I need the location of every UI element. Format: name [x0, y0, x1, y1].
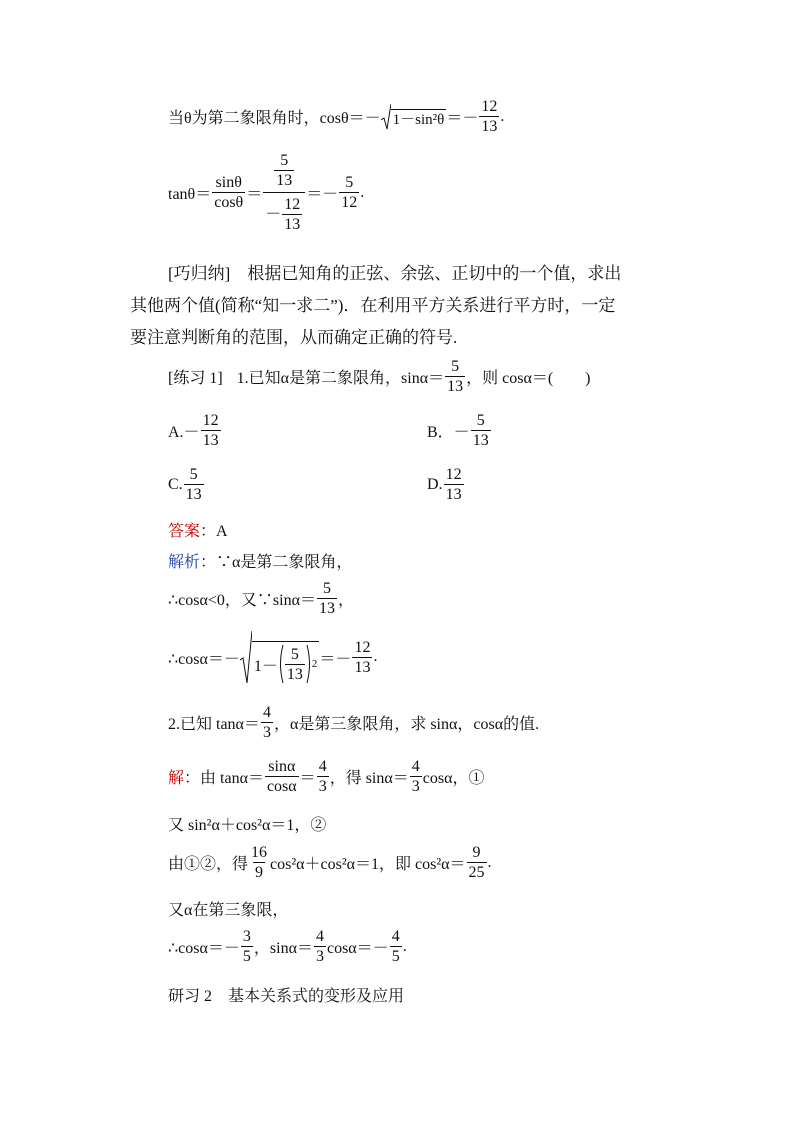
fraction: $\frac{9}{25}$ [468, 844, 485, 881]
fraction: $\frac{4}{3}$ [262, 704, 271, 741]
analysis-line-2: ∴cosα<0，又∵sinα＝ $\frac{5}{13}$ ， [168, 580, 354, 617]
fraction: $\frac{4}{3}$ [318, 758, 327, 795]
line-cos-theta: 当θ为第二象限角时，cosθ＝－ 1－sin²θ ＝－ $\frac{12}{13}$ . [168, 98, 505, 135]
solution-line-1: 解 ：由 tanα＝ $\frac{\sin\alpha}{\cos\alpha}$ ＝ $\frac{4}{3}$ ，得 sinα＝ $\frac{4}{3}$ cosα，① [168, 758, 485, 795]
fraction: $\frac{4}{3}$ [315, 928, 324, 965]
fraction: $\frac{16}{9}$ [251, 844, 268, 881]
question-1-stem: [练习 1] 1.已知α是第二象限角，sinα＝ $\frac{5}{13}$ ，则 cosα＝( ) [168, 358, 591, 395]
section-heading: 研习 2 基本关系式的变形及应用 [168, 988, 405, 1005]
analysis-line-3: ∴cosα＝－ 1－ $\frac{5}{13}$ 2 ＝－ $\frac{12}{13}$ . [168, 630, 377, 684]
radical-sign-icon [381, 104, 391, 130]
fraction: $\frac{12}{13}$ [445, 466, 462, 503]
option-a: A.－ $\frac{12}{13}$ [168, 412, 219, 449]
sqrt-expression: 1－sin²θ [381, 104, 447, 130]
fraction: $\frac{12}{13}$ [481, 98, 498, 135]
sqrt-expression: 1－ $\frac{5}{13}$ 2 [240, 630, 320, 684]
fraction: $\frac{5}{13}$ [185, 466, 202, 503]
fraction: $\frac{12}{13}$ [202, 412, 219, 449]
option-b: B．－ $\frac{5}{13}$ [427, 412, 489, 449]
solution-line-4: 又α在第三象限， [168, 902, 289, 919]
analysis-label: 解析 [168, 554, 201, 571]
fraction: $\frac{5}{13}$ [318, 580, 335, 617]
fraction: $\frac{4}{5}$ [391, 928, 400, 965]
fraction: $\frac{5}{12}$ [341, 174, 358, 211]
question-2-stem: 2.已知 tanα＝ $\frac{4}{3}$ ，α是第三象限角，求 sinα，cosα的值. [168, 704, 540, 741]
fraction: $\frac{5}{13}$ [447, 358, 464, 395]
answer-line: 答案：A [168, 523, 228, 540]
left-paren-icon [278, 644, 284, 684]
answer-label: 答案 [168, 523, 201, 540]
solution-line-5: ∴cosα＝－ $\frac{3}{5}$ ，sinα＝ $\frac{4}{3}$ cosα＝－ $\frac{4}{5}$ . [168, 928, 407, 965]
fraction: $\frac{5}{13}$ [286, 645, 303, 683]
fraction: $\frac{\sin\theta}{\cos\theta}$ [214, 174, 244, 211]
option-c: C. $\frac{5}{13}$ [168, 466, 202, 503]
fraction: $\frac{12}{13}$ [284, 196, 301, 233]
fraction: $\frac{3}{5}$ [242, 928, 251, 965]
fraction: $\frac{5}{13}$ [472, 412, 489, 449]
exercise-tag: [练习 1] [168, 370, 223, 387]
radical-sign-icon [240, 630, 252, 684]
analysis-line-1: 解析：∵α是第二象限角， [168, 554, 353, 571]
option-d: D. $\frac{12}{13}$ [427, 466, 462, 503]
fraction: $\frac{5}{13}$ [276, 152, 293, 189]
solution-line-2: 又 sin²α＋cos²α＝1，② [168, 817, 327, 834]
fraction: $\frac{\sin\alpha}{\cos\alpha}$ [266, 758, 297, 795]
summary-tag: [巧归纳] [168, 264, 231, 283]
solution-line-3: 由①②，得 $\frac{16}{9}$ cos²α＋cos²α＝1，即 cos²α＝ $\frac{9}{25}$ . [168, 844, 492, 881]
summary-paragraph: [巧归纳] 根据已知角的正弦、余弦、正切中的一个值，求出 其他两个值(简称“知一求二”)．在利用平方关系进行平方时，一定 要注意判断角的范围，从而确定正确的符号. [130, 264, 622, 347]
fraction: $\frac{12}{13}$ [354, 638, 371, 676]
compound-fraction: $\frac{5}{13}$ － $\frac{12}{13}$ [263, 152, 305, 233]
solution-label: 解 [168, 770, 185, 787]
line-tan-theta: tanθ＝ $\frac{\sin\theta}{\cos\theta}$ ＝ $\frac{5}{13}$ － $\frac{12}{13}$ ＝－ $\frac{5}{12}$ . [168, 152, 365, 233]
fraction: $\frac{4}{3}$ [411, 758, 420, 795]
